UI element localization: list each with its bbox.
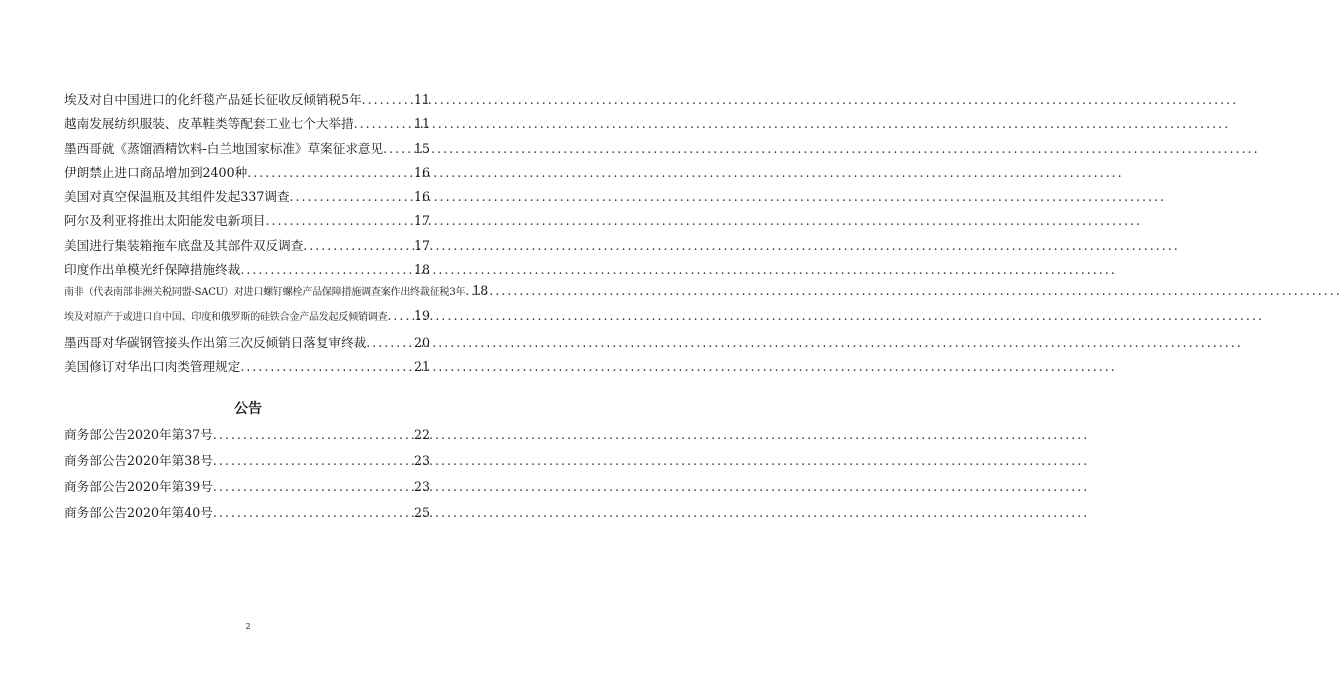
toc-entry-page: 21 (413, 359, 430, 375)
notice-entry-title: 商务部公告2020年第39号 (64, 479, 213, 494)
toc-leader-dots (387, 308, 413, 323)
notice-entry[interactable] (64, 502, 430, 528)
toc-entry-title: 美国进行集装箱拖车底盘及其部件双反调查 (64, 237, 304, 253)
toc-leader-dots (303, 238, 413, 253)
toc-entry-page: 18 (472, 283, 489, 299)
notice-entry[interactable] (64, 450, 430, 476)
notice-entry[interactable] (64, 476, 430, 502)
toc-leader-dots (213, 427, 413, 442)
toc-entry-title: 美国修订对华出口肉类管理规定 (64, 359, 241, 375)
notice-entry-page: 23 (413, 479, 430, 494)
toc-entry-title: 墨西哥对华碳钢管接头作出第三次反倾销日落复审终裁 (64, 334, 367, 350)
toc-leader-dots (354, 116, 413, 131)
toc-entry[interactable] (64, 138, 430, 162)
notice-entry-title: 商务部公告2020年第40号 (64, 505, 213, 520)
toc-entry-title: 美国对真空保温瓶及其组件发起337调查 (64, 189, 290, 205)
toc-entry-page: 16 (413, 189, 430, 205)
notice-entry[interactable] (64, 424, 430, 450)
table-of-contents (64, 89, 489, 381)
toc-entry-page: 17 (413, 237, 430, 253)
toc-entry-title: 南非（代表南部非洲关税同盟-SACU）对进口螺钉螺栓产品保障措施调查案作出终裁征税3年 (64, 287, 466, 299)
toc-leader-dots (240, 262, 413, 277)
toc-entry-title: 越南发展纺织服装、皮革鞋类等配套工业七个大举措 (64, 116, 354, 132)
toc-leader-dots (240, 359, 413, 374)
toc-leader-dots (366, 335, 413, 350)
toc-entry[interactable] (64, 259, 430, 283)
section-heading-notices: 公告 (234, 401, 262, 417)
toc-entry-page: 11 (413, 92, 430, 107)
toc-leader-dots (247, 165, 413, 180)
toc-entry[interactable] (64, 162, 430, 186)
toc-entry-title: 阿尔及利亚将推出太阳能发电新项目 (64, 213, 266, 229)
notice-entry-page: 22 (413, 427, 430, 442)
toc-entry-title: 伊朗禁止进口商品增加到2400种 (64, 164, 248, 180)
toc-entry[interactable] (64, 235, 430, 259)
toc-leader-dots (213, 453, 413, 468)
toc-entry-page: 16 (413, 164, 430, 180)
toc-entry[interactable] (64, 356, 430, 380)
notice-entry-title: 商务部公告2020年第37号 (64, 427, 213, 442)
toc-leader-dots (213, 505, 413, 520)
toc-entry[interactable] (64, 283, 489, 307)
toc-entry-page: 19 (413, 307, 430, 323)
toc-entry[interactable] (64, 332, 430, 356)
toc-entry-title: 墨西哥就《蒸馏酒精饮料-白兰地国家标准》草案征求意见 (64, 140, 384, 156)
notice-entry-title: 商务部公告2020年第38号 (64, 453, 213, 468)
notice-entry-page: 25 (413, 505, 430, 520)
toc-entry-page: 17 (413, 213, 430, 229)
toc-entry[interactable] (64, 308, 430, 332)
toc-entry-page: 11 (413, 116, 430, 132)
toc-entry[interactable] (64, 210, 430, 234)
toc-entry-title: 埃及对自中国进口的化纤毯产品延长征收反倾销税5年 (64, 92, 362, 107)
toc-entry[interactable] (64, 113, 430, 137)
notice-entry-page: 23 (413, 453, 430, 468)
toc-entry-page: 18 (413, 262, 430, 278)
toc-leader-dots (213, 479, 413, 494)
toc-leader-dots (362, 92, 413, 107)
toc-leader-dots (383, 141, 413, 156)
page-number: 2 (245, 622, 251, 631)
toc-entry-title: 印度作出单模光纤保障措施终裁 (64, 262, 241, 278)
document-page (0, 0, 496, 697)
toc-leader-dots (266, 213, 413, 228)
toc-leader-dots (290, 189, 413, 204)
toc-entry-page: 15 (413, 140, 430, 156)
toc-entry[interactable] (64, 89, 430, 113)
toc-entry-page: 20 (413, 334, 430, 350)
toc-entry-title: 埃及对原产于或进口自中国、印度和俄罗斯的硅铁合金产品发起反倾销调查 (64, 311, 388, 323)
toc-entry[interactable] (64, 186, 430, 210)
notice-contents (64, 424, 430, 528)
